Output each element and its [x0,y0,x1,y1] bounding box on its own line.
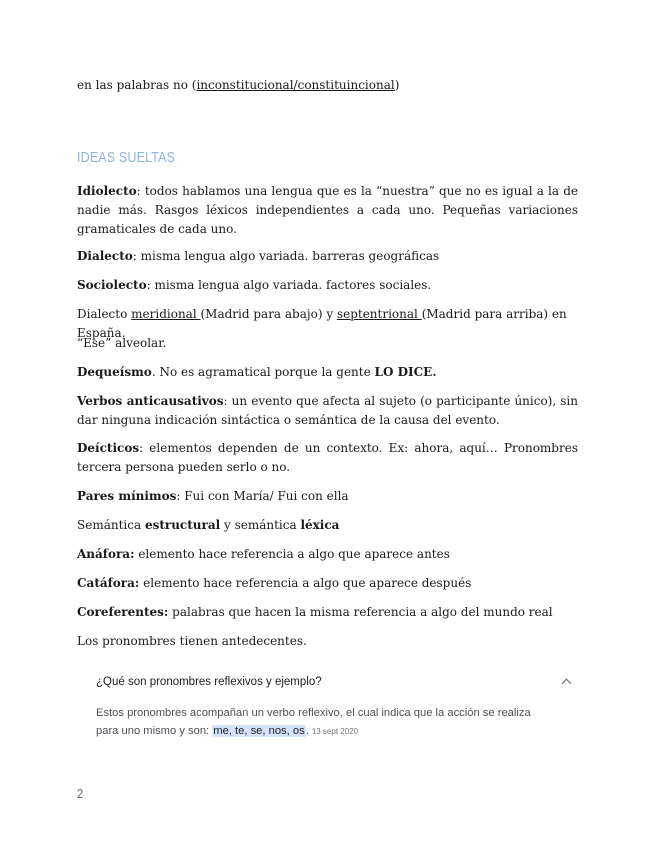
underlined-septentrional: septentrional [336,307,422,321]
paragraph-dequeismo: Dequeísmo. No es agramatical porque la gente LO DICE. [77,365,437,379]
paragraph-semantica: Semántica estructural y semántica léxica [77,518,340,532]
underlined-words: inconstitucional/constituincional [196,78,395,92]
paragraph-anafora: Anáfora: elemento hace referencia a algo que aparece antes [77,547,450,561]
snippet-answer: Estos pronombres acompañan un verbo reflexivo, el cual indica que la acción se realiza para uno mismo y son: me, te, se, nos, os. 13 sept 2020 [96,707,531,737]
highlighted-pronouns: me, te, se, nos, os [213,725,305,737]
snippet-question-row [96,676,574,696]
paragraph-pares-minimos: Pares mínimos: Fui con María/ Fui con ella [77,489,349,503]
page-number: 2 [77,786,84,801]
term-pares-minimos: Pares mínimos [77,489,177,503]
term-idiolecto: Idiolecto [77,184,137,198]
term-anticausativos: Verbos anticausativos [77,394,224,408]
paragraph-coreferentes: Coreferentes: palabras que hacen la misma referencia a algo del mundo real [77,605,553,619]
snippet-question: ¿Qué son pronombres reflexivos y ejemplo? [96,676,322,688]
paragraph-idiolecto: Idiolecto: todos hablamos una lengua que es la “nuestra” que no es igual a la de nadie más. Rasgos léxicos independientes a cada uno. Pequeñas variaciones gramaticales de cada uno. [77,184,578,236]
section-heading: IDEAS SUELTAS [77,150,176,166]
emphasis-lo-dice: LO DICE. [374,365,437,379]
paragraph-ese: “Ese” alveolar. [77,336,167,350]
term-catafora: Catáfora: [77,576,140,590]
term-coreferentes: Coreferentes: [77,605,169,619]
paragraph-antecedentes: Los pronombres tienen antedecentes. [77,634,307,648]
term-deicticos: Deícticos [77,441,140,455]
paragraph-dialecto: Dialecto: misma lengua algo variada. barreras geográficas [77,249,440,263]
paragraph-meridional: Dialecto meridional (Madrid para abajo) y septentrional (Madrid para arriba) en España. [77,307,567,340]
term-dialecto: Dialecto [77,249,133,263]
term-anafora: Anáfora: [77,547,135,561]
paragraph-anticausativos: Verbos anticausativos: un evento que afecta al sujeto (o participante único), sin dar ninguna indicación sintáctica o semántica de la causa del evento. [77,394,578,427]
paragraph-sociolecto: Sociolecto: misma lengua algo variada. factores sociales. [77,278,432,292]
snippet-date: 13 sept 2020 [311,727,359,736]
paragraph-deicticos: Deícticos: elementos dependen de un contexto. Ex: ahora, aquí… Pronombres tercera persona pueden serlo o no. [77,441,578,474]
search-snippet-image [96,676,574,741]
term-dequeismo: Dequeísmo [77,365,152,379]
intro-line: en las palabras no (inconstitucional/constituincional) [77,78,400,92]
underlined-meridional: meridional [131,307,201,321]
paragraph-catafora: Catáfora: elemento hace referencia a algo que aparece después [77,576,472,590]
chevron-up-icon [562,679,572,689]
term-sociolecto: Sociolecto [77,278,147,292]
